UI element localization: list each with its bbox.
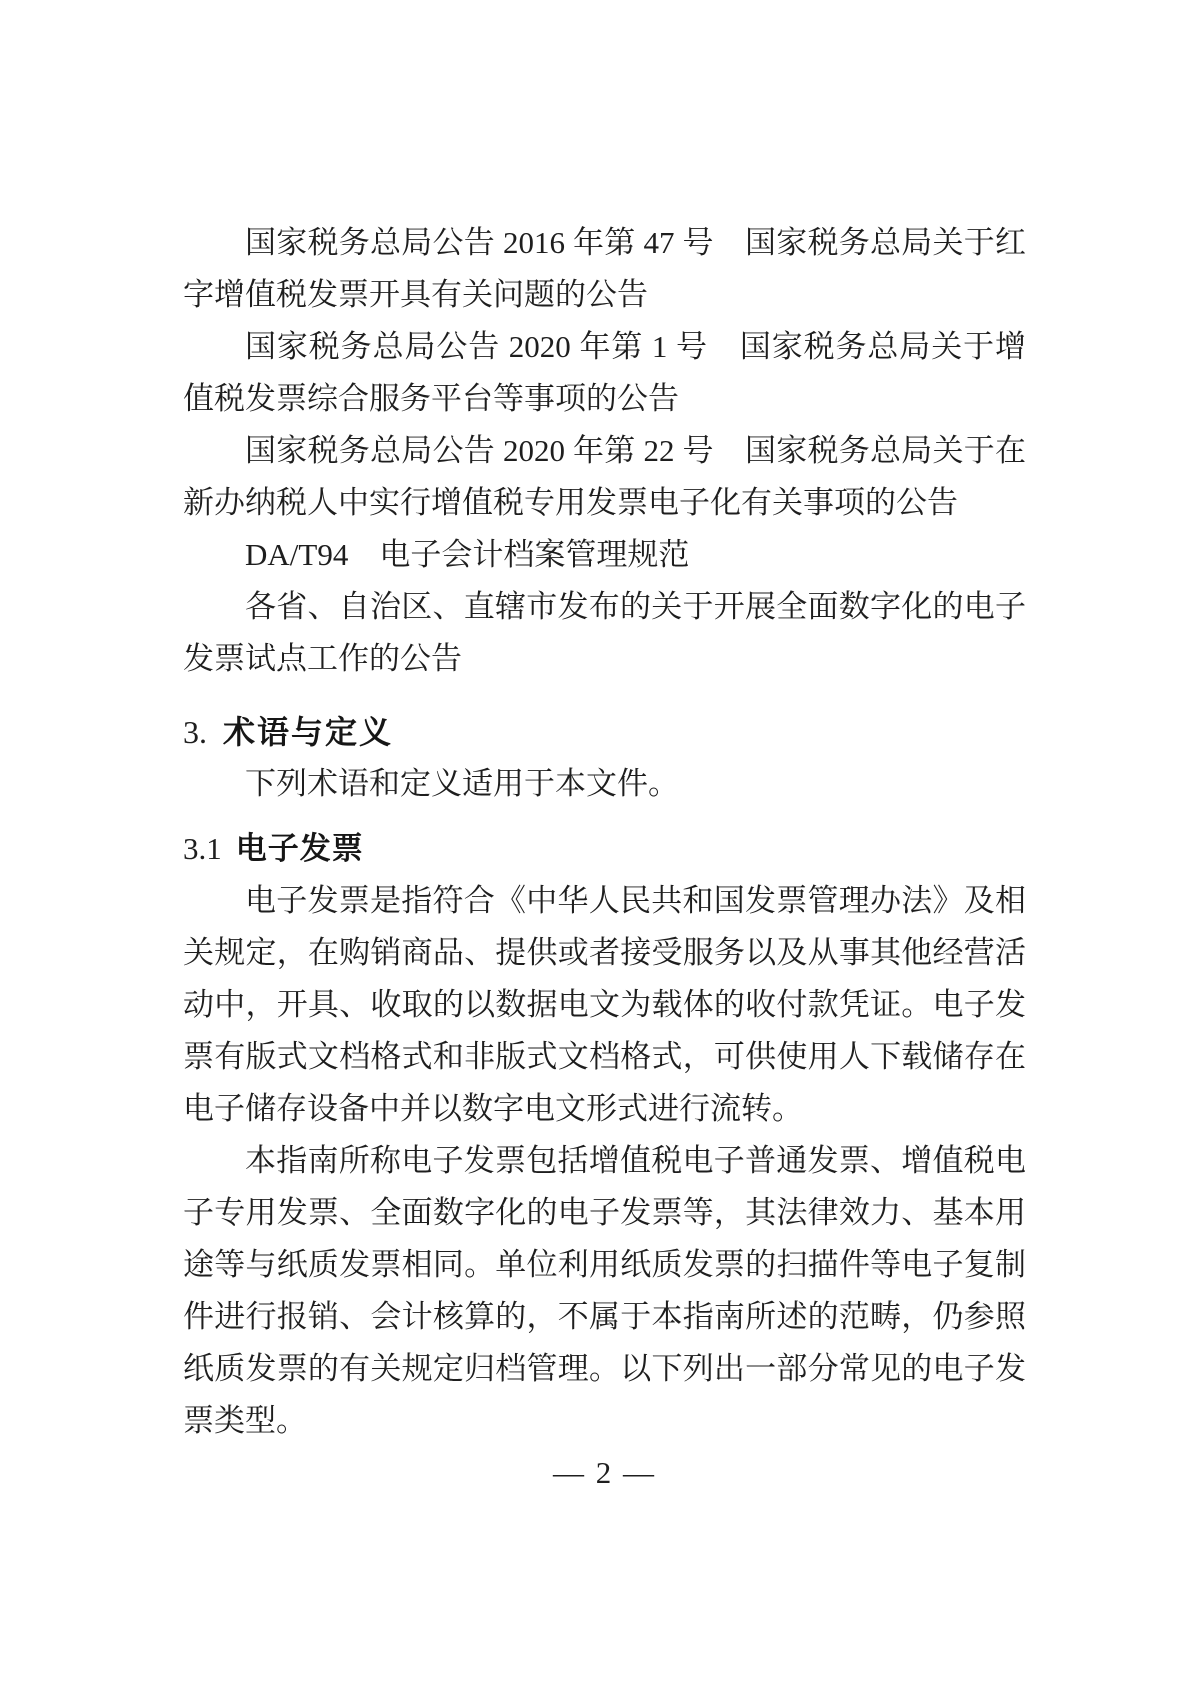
reference-item: 各省、自治区、直辖市发布的关于开展全面数字化的电子发票试点工作的公告 [183, 589, 1026, 676]
section-title: 术语与定义 [223, 714, 394, 750]
reference-item: 国家税务总局公告 2016 年第 47 号 国家税务总局关于红字增值税发票开具有关问题的公告 [183, 225, 1026, 312]
reference-item: 国家税务总局公告 2020 年第 22 号 国家税务总局关于在新办纳税人中实行增值税专用发票电子化有关事项的公告 [183, 433, 1026, 520]
subsection-title: 电子发票 [235, 831, 364, 866]
subsection-heading [183, 823, 1026, 875]
section-intro: 下列术语和定义适用于本文件。 [245, 766, 679, 801]
paragraph: 本指南所称电子发票包括增值税电子普通发票、增值税电子专用发票、全面数字化的电子发票等，其法律效力、基本用途等与纸质发票相同。单位利用纸质发票的扫描件等电子复制件进行报销、会计核算的，不属于本指南所述的范畴，仍参照纸质发票的有关规定归档管理。以下列出一部分常见的电子发票类型。 [183, 1143, 1026, 1438]
paragraph: 电子发票是指符合《中华人民共和国发票管理办法》及相关规定，在购销商品、提供或者接受服务以及从事其他经营活动中，开具、收取的以数据电文为载体的收付款凭证。电子发票有版式文档格式和非版式文档格式，可供使用人下载储存在电子储存设备中并以数字电文形式进行流转。 [183, 883, 1026, 1126]
page-footer [183, 1447, 1026, 1499]
page-number: — 2 — [553, 1455, 656, 1490]
subsection-number: 3.1 [183, 831, 222, 866]
reference-item: 国家税务总局公告 2020 年第 1 号 国家税务总局关于增值税发票综合服务平台等事项的公告 [183, 329, 1026, 416]
section-number: 3. [183, 714, 207, 750]
reference-item: DA/T94 电子会计档案管理规范 [245, 537, 690, 572]
section-heading [183, 706, 1026, 758]
